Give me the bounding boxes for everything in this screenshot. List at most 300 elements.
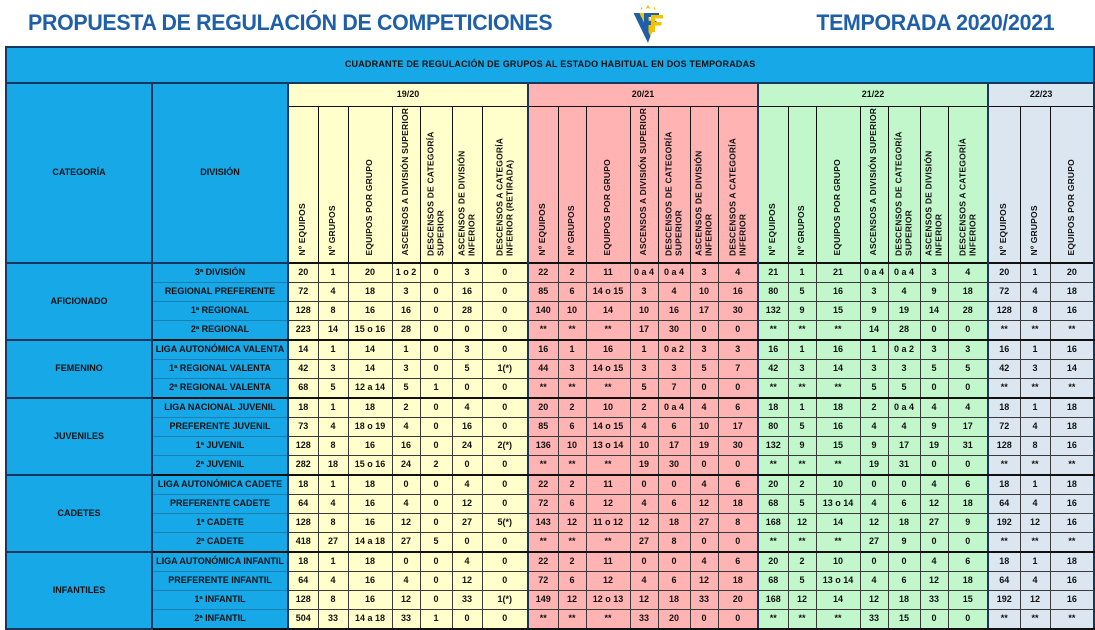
col-header-label: Nº EQUIPOS [537, 203, 548, 256]
col-header-label: DESCENSOS A CATEGORÍA INFERIOR [727, 138, 747, 256]
data-cell: 0 [452, 610, 482, 630]
data-cell: 18 [816, 398, 860, 418]
data-cell: 27 [392, 533, 420, 553]
data-cell: 7 [658, 379, 690, 399]
data-cell: ** [1020, 533, 1050, 553]
data-cell: 3 [392, 360, 420, 379]
data-cell: 10 [558, 302, 586, 321]
data-cell: 18 [1050, 475, 1094, 495]
data-cell: 8 [318, 302, 348, 321]
data-cell: 28 [888, 321, 920, 341]
page-header [0, 0, 1068, 46]
data-cell: 3 [920, 263, 948, 283]
data-cell: 18 [658, 514, 690, 533]
data-cell: 6 [718, 552, 758, 572]
data-cell: 19 [888, 302, 920, 321]
data-cell: 24 [392, 456, 420, 476]
data-cell: 0 [452, 456, 482, 476]
data-cell: 5 [392, 379, 420, 399]
data-cell: 4 [1020, 495, 1050, 514]
data-cell: 21 [816, 263, 860, 283]
data-cell: 10 [816, 552, 860, 572]
data-cell: ** [586, 321, 630, 341]
data-cell: 0 a 4 [630, 263, 658, 283]
data-cell: 1 [318, 475, 348, 495]
data-cell: 19 [630, 456, 658, 476]
data-cell: 5 [630, 379, 658, 399]
col-header-n-equipos-19-20 [288, 107, 318, 264]
data-cell: 15 o 16 [348, 321, 392, 341]
data-cell: 12 [586, 572, 630, 591]
data-cell: 2 [558, 475, 586, 495]
data-cell: 5 [788, 283, 816, 302]
data-cell: 136 [528, 437, 558, 456]
data-cell: 0 [920, 533, 948, 553]
data-cell: 1 [318, 263, 348, 283]
data-cell: 17 [690, 302, 718, 321]
data-cell: 0 [392, 475, 420, 495]
data-cell: 282 [288, 456, 318, 476]
data-cell: 33 [630, 610, 658, 630]
table-row [6, 552, 1094, 572]
col-header-label: Nº EQUIPOS [297, 203, 308, 256]
data-cell: 1(*) [482, 360, 528, 379]
data-cell: 85 [528, 418, 558, 437]
data-cell: 4 [630, 418, 658, 437]
data-cell: 12 [558, 514, 586, 533]
data-cell: 12 [630, 591, 658, 610]
division-cell: 2ª JUVENIL [152, 456, 288, 476]
data-cell: 16 [348, 437, 392, 456]
data-cell: 16 [1050, 302, 1094, 321]
data-cell: 18 [988, 552, 1020, 572]
data-cell: 12 o 13 [586, 591, 630, 610]
data-cell: 128 [288, 437, 318, 456]
data-cell: 8 [318, 437, 348, 456]
data-cell: 9 [920, 283, 948, 302]
data-cell: 13 o 14 [816, 572, 860, 591]
data-cell: 4 [860, 572, 888, 591]
data-cell: 18 o 19 [348, 418, 392, 437]
col-header-n-equipos-22-23 [988, 107, 1020, 264]
data-cell: 4 [920, 475, 948, 495]
data-cell: ** [788, 456, 816, 476]
data-cell: 3 [658, 360, 690, 379]
data-cell: 5 [788, 495, 816, 514]
data-cell: 10 [690, 283, 718, 302]
data-cell: 0 [482, 572, 528, 591]
data-cell: 18 [948, 572, 988, 591]
data-cell: 18 [348, 552, 392, 572]
data-cell: ** [558, 456, 586, 476]
data-cell: 132 [758, 437, 788, 456]
data-cell: 15 o 16 [348, 456, 392, 476]
col-header-equipos-por-grupo-22-23 [1050, 107, 1094, 264]
data-cell: 16 [1050, 495, 1094, 514]
data-cell: 42 [988, 360, 1020, 379]
col-header-label: EQUIPOS POR GRUPO [602, 159, 613, 256]
data-cell: 0 [690, 321, 718, 341]
data-cell: 7 [718, 360, 758, 379]
data-cell: 3 [690, 340, 718, 360]
data-cell: 22 [528, 552, 558, 572]
division-cell: 3ª DIVISIÓN [152, 263, 288, 283]
table-row [6, 263, 1094, 283]
data-cell: 5 [420, 533, 452, 553]
data-cell: 64 [288, 572, 318, 591]
season-group-19-20: 19/20 [288, 83, 528, 107]
col-header-descensos-a-categor-a-inferior-20-21 [718, 107, 758, 264]
division-cell: 2ª CADETE [152, 533, 288, 553]
data-cell: 0 [452, 321, 482, 341]
data-cell: 68 [758, 572, 788, 591]
col-header-label: EQUIPOS POR GRUPO [1066, 159, 1077, 256]
col-header-descensos-de-categor-a-superior-21-22 [888, 107, 920, 264]
data-cell: 0 [420, 572, 452, 591]
data-cell: 8 [658, 533, 690, 553]
data-cell: 6 [658, 572, 690, 591]
data-cell: 64 [288, 495, 318, 514]
data-cell: 64 [988, 572, 1020, 591]
data-cell: 18 [1050, 283, 1094, 302]
data-cell: ** [1020, 456, 1050, 476]
data-cell: 33 [860, 610, 888, 630]
table-row [6, 591, 1094, 610]
data-cell: 3 [948, 340, 988, 360]
table-row [6, 418, 1094, 437]
data-cell: 1 [420, 379, 452, 399]
data-cell: 5 [788, 572, 816, 591]
col-header-label: Nº EQUIPOS [767, 203, 778, 256]
table-row [6, 379, 1094, 399]
data-cell: 0 [420, 283, 452, 302]
season-group-21-22: 21/22 [758, 83, 988, 107]
data-cell: ** [586, 456, 630, 476]
data-cell: 4 [658, 283, 690, 302]
data-cell: 1 [1020, 398, 1050, 418]
data-cell: 16 [348, 514, 392, 533]
data-cell: 6 [558, 572, 586, 591]
data-cell: 14 [860, 321, 888, 341]
data-cell: 1 [788, 398, 816, 418]
data-cell: 20 [658, 610, 690, 630]
data-cell: 6 [948, 552, 988, 572]
data-cell: 12 [586, 495, 630, 514]
data-cell: 12 [690, 572, 718, 591]
data-cell: 4 [318, 572, 348, 591]
data-cell: 17 [658, 437, 690, 456]
data-cell: 42 [288, 360, 318, 379]
data-cell: 0 [420, 475, 452, 495]
data-cell: 10 [816, 475, 860, 495]
data-cell: 30 [718, 302, 758, 321]
col-header-ascensos-de-divisi-n-inferior-21-22 [920, 107, 948, 264]
data-cell: 12 [788, 591, 816, 610]
data-cell: 12 [558, 591, 586, 610]
data-cell: 6 [558, 495, 586, 514]
data-cell: 6 [558, 418, 586, 437]
col-header-ascensos-a-divisi-n-superior-21-22 [860, 107, 888, 264]
division-cell: 1ª INFANTIL [152, 591, 288, 610]
data-cell: ** [586, 379, 630, 399]
data-cell: 18 [1050, 418, 1094, 437]
data-cell: 4 [318, 283, 348, 302]
data-cell: 11 [586, 552, 630, 572]
data-cell: 192 [988, 591, 1020, 610]
data-cell: 27 [630, 533, 658, 553]
col-header-ascensos-de-divisi-n-inferior-20-21 [690, 107, 718, 264]
data-cell: 30 [718, 437, 758, 456]
data-cell: 0 [860, 475, 888, 495]
data-cell: 0 [482, 418, 528, 437]
data-cell: 3 [718, 340, 758, 360]
data-cell: 9 [860, 437, 888, 456]
data-cell: 13 o 14 [816, 495, 860, 514]
data-cell: 12 [392, 514, 420, 533]
data-cell: 9 [948, 514, 988, 533]
table-row [6, 572, 1094, 591]
data-cell: 3 [318, 360, 348, 379]
data-cell: 15 [816, 302, 860, 321]
data-cell: 2 [630, 398, 658, 418]
data-cell: 1 [788, 340, 816, 360]
data-cell: 0 [690, 610, 718, 630]
data-cell: 0 a 2 [658, 340, 690, 360]
data-cell: 16 [988, 340, 1020, 360]
data-cell: 16 [452, 283, 482, 302]
data-cell: 192 [988, 514, 1020, 533]
data-cell: 1 [420, 610, 452, 630]
table-row [6, 283, 1094, 302]
data-cell: 6 [718, 398, 758, 418]
col-header-label: EQUIPOS POR GRUPO [364, 159, 375, 256]
data-cell: 2 [558, 398, 586, 418]
data-cell: 80 [758, 418, 788, 437]
data-cell: 31 [888, 456, 920, 476]
data-cell: 18 [718, 572, 758, 591]
data-cell: 168 [758, 514, 788, 533]
table-row [6, 514, 1094, 533]
data-cell: 18 [658, 591, 690, 610]
data-cell: ** [1050, 321, 1094, 341]
data-cell: 28 [452, 302, 482, 321]
data-cell: 18 [988, 398, 1020, 418]
data-cell: 22 [528, 475, 558, 495]
col-header-label: EQUIPOS POR GRUPO [832, 159, 843, 256]
data-cell: 128 [288, 302, 318, 321]
table-row [6, 360, 1094, 379]
data-cell: 12 [1020, 591, 1050, 610]
data-cell: 504 [288, 610, 318, 630]
data-cell: 14 o 15 [586, 283, 630, 302]
col-header-label: Nº GRUPOS [1029, 205, 1040, 256]
data-cell: 10 [630, 437, 658, 456]
data-cell: 16 [1050, 340, 1094, 360]
data-cell: 16 [348, 572, 392, 591]
table-row [6, 340, 1094, 360]
data-cell: 418 [288, 533, 318, 553]
data-cell: 143 [528, 514, 558, 533]
data-cell: 1(*) [482, 591, 528, 610]
data-cell: 18 [948, 495, 988, 514]
data-cell: 0 [420, 398, 452, 418]
data-cell: 16 [348, 591, 392, 610]
col-header-label: DESCENSOS A CATEGORÍA INFERIOR (RETIRADA) [494, 138, 514, 256]
data-cell: 18 [758, 398, 788, 418]
data-cell: 18 [288, 552, 318, 572]
data-cell: 1 [318, 340, 348, 360]
data-cell: 0 [718, 379, 758, 399]
col-header-ascensos-a-divisi-n-superior-20-21 [630, 107, 658, 264]
data-cell: ** [816, 379, 860, 399]
table-row [6, 321, 1094, 341]
data-cell: 4 [888, 418, 920, 437]
data-cell: 28 [948, 302, 988, 321]
season-group-22-23: 22/23 [988, 83, 1094, 107]
data-cell: 33 [690, 591, 718, 610]
data-cell: 2 [558, 552, 586, 572]
data-cell: ** [758, 456, 788, 476]
data-cell: 31 [948, 437, 988, 456]
category-cell: INFANTILES [6, 552, 152, 629]
data-cell: 16 [1050, 514, 1094, 533]
data-cell: 14 [348, 340, 392, 360]
data-cell: 20 [528, 398, 558, 418]
data-cell: 13 o 14 [586, 437, 630, 456]
col-header-equipos-por-grupo-19-20 [348, 107, 392, 264]
data-cell: 0 [420, 360, 452, 379]
data-cell: 3 [630, 283, 658, 302]
data-cell: 17 [888, 437, 920, 456]
data-cell: 18 [888, 514, 920, 533]
data-cell: 3 [860, 360, 888, 379]
data-cell: 20 [758, 552, 788, 572]
data-cell: ** [1020, 610, 1050, 630]
data-cell: 20 [758, 475, 788, 495]
data-cell: 0 [948, 610, 988, 630]
data-cell: ** [816, 321, 860, 341]
data-cell: 10 [586, 398, 630, 418]
data-cell: 3 [392, 283, 420, 302]
data-cell: 0 [482, 398, 528, 418]
data-cell: 11 o 12 [586, 514, 630, 533]
data-cell: 16 [718, 283, 758, 302]
data-cell: 1 [1020, 263, 1050, 283]
data-cell: 0 [452, 533, 482, 553]
data-cell: 5 [318, 379, 348, 399]
data-cell: 18 [318, 456, 348, 476]
data-cell: 0 [860, 552, 888, 572]
data-cell: 30 [658, 321, 690, 341]
data-cell: 0 [420, 263, 452, 283]
data-cell: 64 [988, 495, 1020, 514]
data-cell: ** [528, 379, 558, 399]
col-header-label: Nº GRUPOS [796, 205, 807, 256]
data-cell: 4 [948, 263, 988, 283]
data-cell: 44 [528, 360, 558, 379]
col-header-label: Nº GRUPOS [566, 205, 577, 256]
data-cell: 0 [690, 379, 718, 399]
data-cell: 4 [920, 552, 948, 572]
data-cell: 1 [1020, 475, 1050, 495]
data-cell: 18 [348, 398, 392, 418]
data-cell: 4 [1020, 572, 1050, 591]
data-cell: 128 [988, 302, 1020, 321]
data-cell: ** [1020, 379, 1050, 399]
data-cell: 14 [920, 302, 948, 321]
data-cell: ** [758, 610, 788, 630]
data-cell: 4 [318, 495, 348, 514]
col-header-equipos-por-grupo-20-21 [586, 107, 630, 264]
data-cell: 4 [690, 475, 718, 495]
data-cell: 3 [860, 283, 888, 302]
category-cell: JUVENILES [6, 398, 152, 475]
data-cell: ** [816, 533, 860, 553]
data-cell: 14 a 18 [348, 610, 392, 630]
data-cell: 6 [888, 495, 920, 514]
data-cell: 5 [948, 360, 988, 379]
data-cell: 223 [288, 321, 318, 341]
col-header-label: DESCENSOS DE CATEGORÍA SUPERIOR [663, 131, 683, 256]
data-cell: 0 [482, 533, 528, 553]
col-header-label: Nº EQUIPOS [998, 203, 1009, 256]
data-cell: 3 [558, 360, 586, 379]
data-cell: 18 [1050, 552, 1094, 572]
data-cell: 16 [658, 302, 690, 321]
data-cell: 0 [948, 321, 988, 341]
data-cell: 18 [988, 475, 1020, 495]
data-cell: 16 [528, 340, 558, 360]
data-cell: ** [988, 379, 1020, 399]
data-cell: 5 [690, 360, 718, 379]
col-header-label: DESCENSOS DE CATEGORÍA SUPERIOR [893, 131, 913, 256]
data-cell: ** [528, 610, 558, 630]
data-cell: 16 [392, 437, 420, 456]
data-cell: 1 o 2 [392, 263, 420, 283]
data-cell: 14 [348, 360, 392, 379]
data-cell: 2(*) [482, 437, 528, 456]
data-cell: 20 [288, 263, 318, 283]
category-cell: CADETES [6, 475, 152, 552]
division-cell: LIGA AUTONÓMICA VALENTA [152, 340, 288, 360]
data-cell: 80 [758, 283, 788, 302]
data-cell: 0 [948, 533, 988, 553]
data-cell: 18 [288, 398, 318, 418]
data-cell: 72 [528, 495, 558, 514]
data-cell: 8 [318, 514, 348, 533]
data-cell: 16 [816, 283, 860, 302]
data-cell: 0 [482, 456, 528, 476]
data-cell: 15 [948, 591, 988, 610]
data-cell: 19 [860, 456, 888, 476]
data-cell: 33 [318, 610, 348, 630]
data-cell: ** [528, 456, 558, 476]
table-row [6, 495, 1094, 514]
division-cell: REGIONAL PREFERENTE [152, 283, 288, 302]
data-cell: 68 [288, 379, 318, 399]
data-cell: 19 [920, 437, 948, 456]
data-cell: ** [988, 321, 1020, 341]
data-cell: 14 [816, 514, 860, 533]
data-cell: 9 [888, 533, 920, 553]
data-cell: 1 [392, 340, 420, 360]
data-cell: 1 [860, 340, 888, 360]
data-cell: 0 [630, 552, 658, 572]
data-cell: 14 [816, 591, 860, 610]
data-cell: 27 [920, 514, 948, 533]
data-cell: 0 [658, 475, 690, 495]
ffcv-logo [625, 1, 671, 45]
